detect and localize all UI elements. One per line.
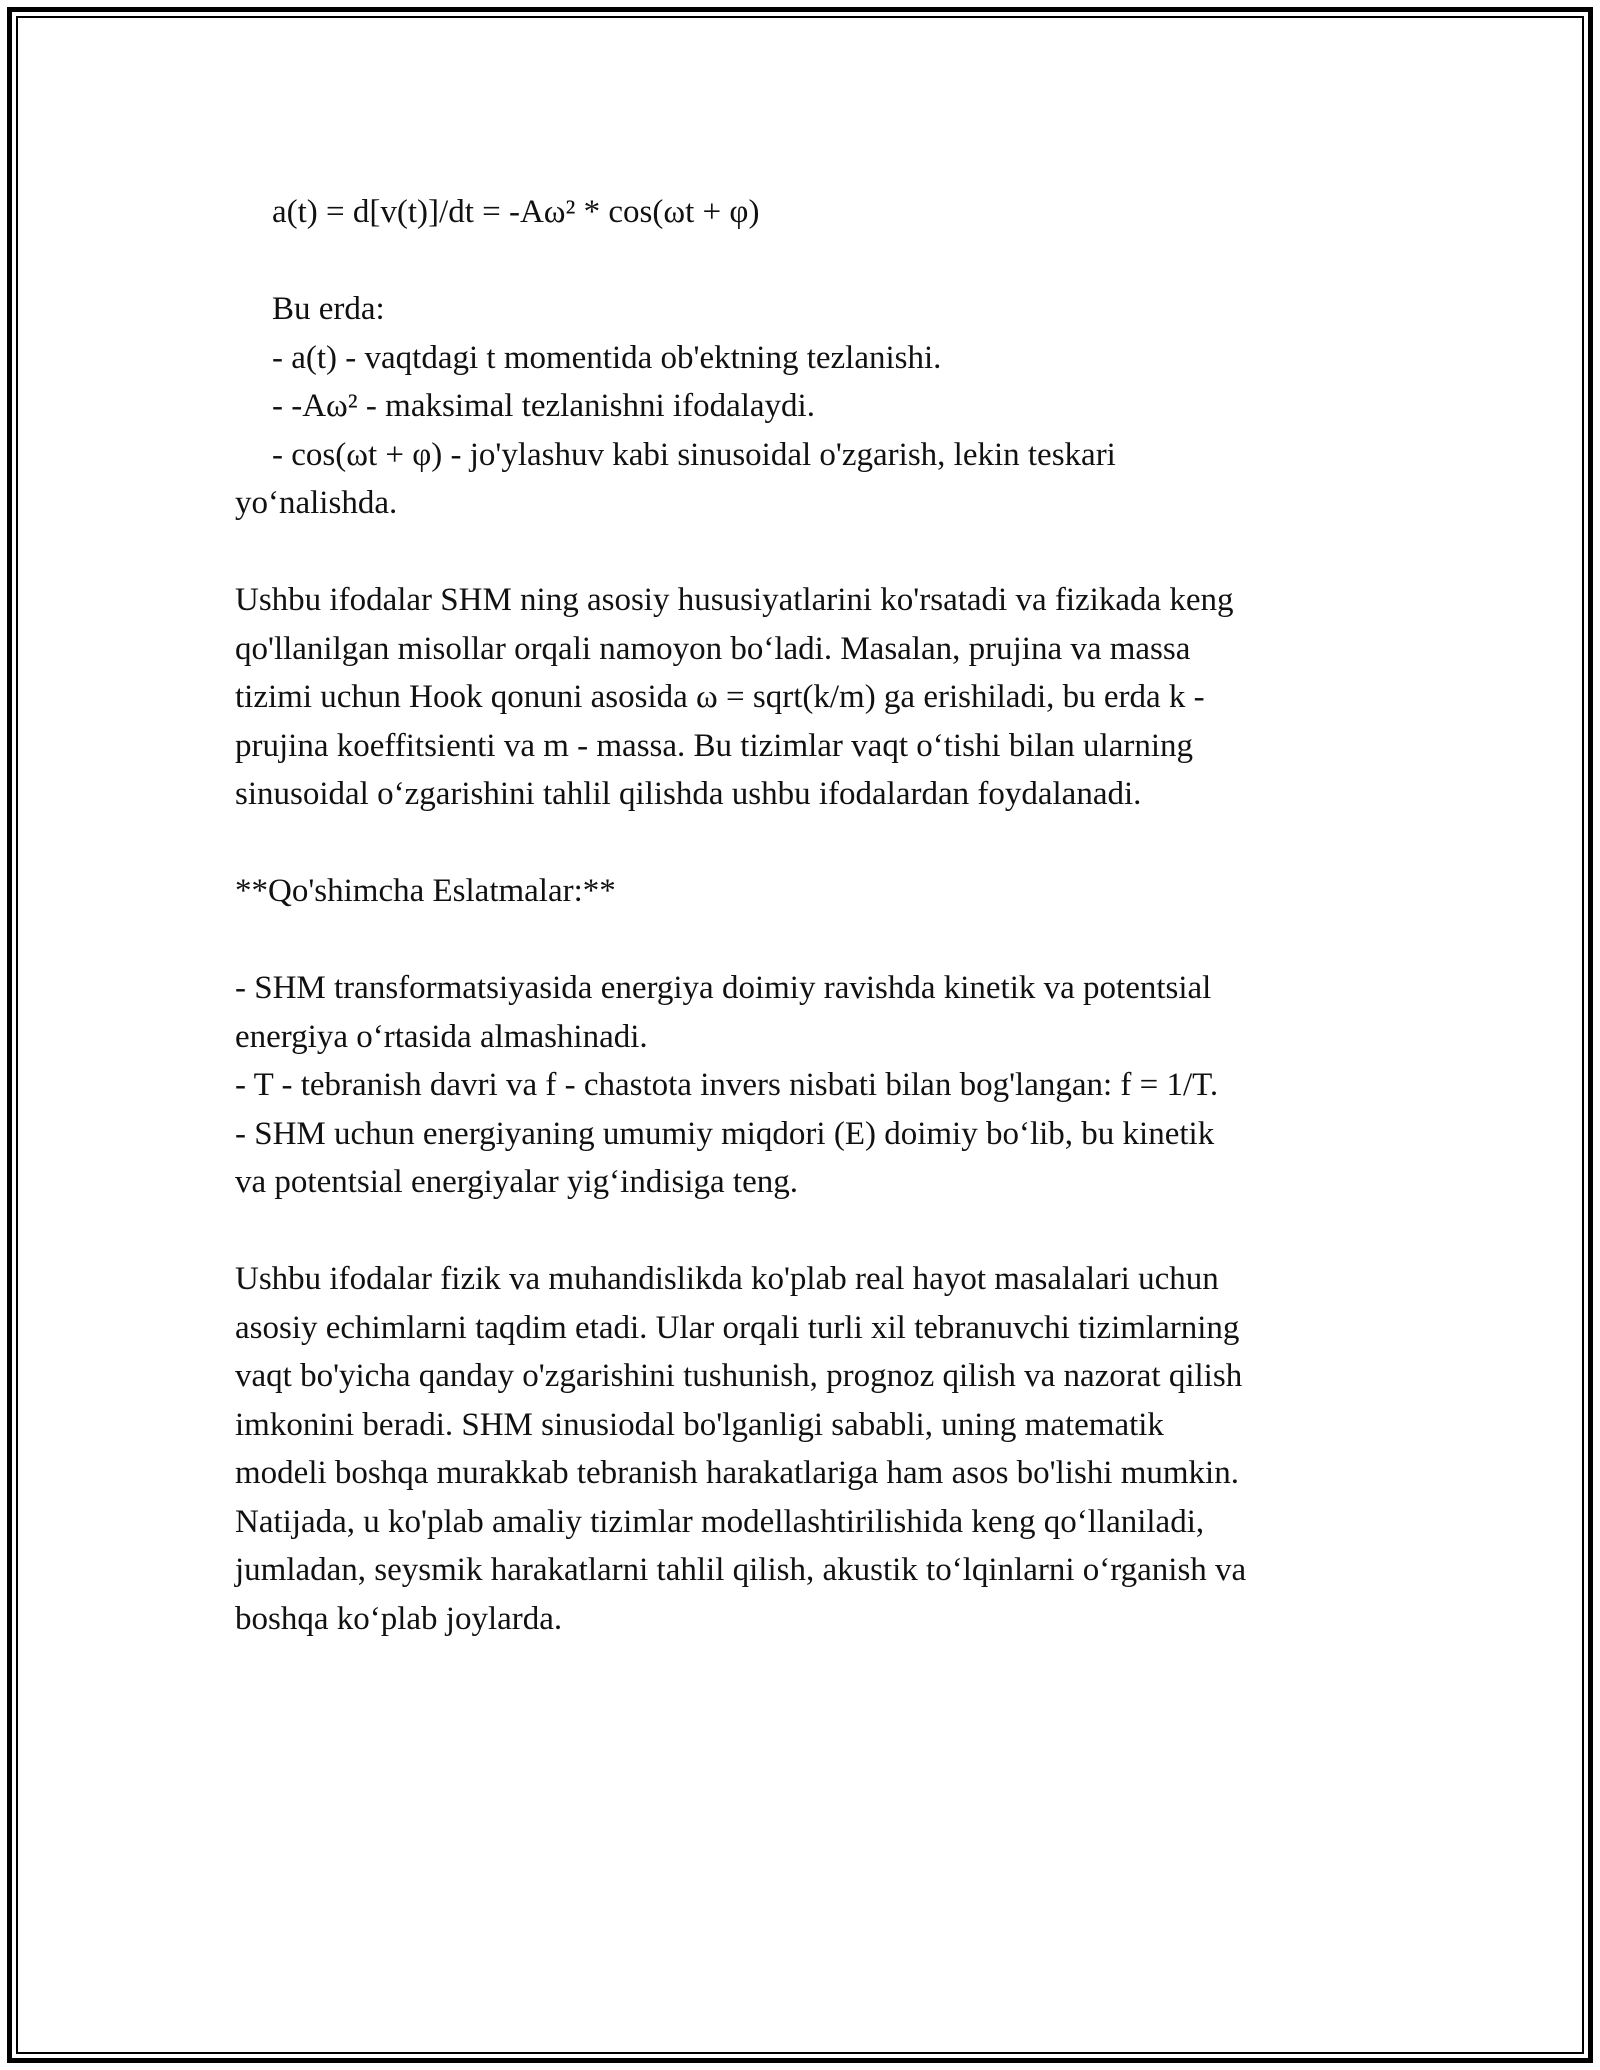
paragraph-applications xyxy=(235,1255,1375,1643)
note-line: energiya o‘rtasida almashinadi. xyxy=(235,1018,648,1055)
paragraph-line: asosiy echimlarni taqdim etadi. Ular orqali turli xil tebranuvchi tizimlarning xyxy=(235,1309,1240,1346)
blank-line xyxy=(235,819,1375,868)
paragraph-line: modeli boshqa murakkab tebranish harakatlariga ham asos bo'lishi mumkin. xyxy=(235,1455,1239,1491)
paragraph-line: sinusoidal o‘zgarishini tahlil qilishda ushbu ifodalardan foydalanadi. xyxy=(235,776,1142,812)
paragraph-line: imkonini beradi. SHM sinusiodal bo'lganligi sababli, uning matematik xyxy=(235,1406,1164,1443)
notes-heading: **Qo'shimcha Eslatmalar:** xyxy=(235,873,616,909)
paragraph-line: jumladan, seysmik harakatlarni tahlil qilish, akustik to‘lqinlarni o‘rganish va xyxy=(235,1552,1247,1588)
notes-list xyxy=(235,964,1375,1207)
paragraph-line: boshqa ko‘plab joylarda. xyxy=(235,1600,563,1637)
where-label: Bu erda: xyxy=(272,291,385,327)
paragraph-line: vaqt bo'yicha qanday o'zgarishini tushunish, prognoz qilish va nazorat qilish xyxy=(235,1358,1243,1394)
acceleration-equation: a(t) = d[v(t)]/dt = -Aω² * cos(ωt + φ) xyxy=(272,194,760,230)
note-line: va potentsial energiyalar yig‘indisiga teng. xyxy=(235,1164,798,1200)
note-line: - SHM transformatsiyasida energiya doimiy ravishda kinetik va potentsial xyxy=(235,970,1212,1006)
blank-line xyxy=(235,528,1375,577)
formula-block xyxy=(235,188,1375,528)
paragraph-line: Ushbu ifodalar SHM ning asosiy hususiyatlarini ko'rsatadi va fizikada keng xyxy=(235,582,1234,618)
definition-item: - a(t) - vaqtdagi t momentida ob'ektning tezlanishi. xyxy=(272,339,942,376)
paragraph-line: Natijada, u ko'plab amaliy tizimlar modellashtirilishida keng qo‘llaniladi, xyxy=(235,1503,1205,1540)
document-body xyxy=(235,188,1375,1643)
paragraph-line: Ushbu ifodalar fizik va muhandislikda ko'plab real hayot masalalari uchun xyxy=(235,1261,1219,1297)
definition-item: - -Aω² - maksimal tezlanishni ifodalaydi. xyxy=(272,388,815,424)
paragraph-line: prujina koeffitsienti va m - massa. Bu tizimlar vaqt o‘tishi bilan ularning xyxy=(235,727,1194,764)
definition-item-continuation: yo‘nalishda. xyxy=(235,485,398,521)
paragraph-shm-properties xyxy=(235,576,1375,819)
blank-line xyxy=(235,916,1375,965)
blank-line xyxy=(235,1207,1375,1256)
note-line: - T - tebranish davri va f - chastota invers nisbati bilan bog'langan: f = 1/T. xyxy=(235,1067,1219,1103)
paragraph-line: qo'llanilgan misollar orqali namoyon bo‘ladi. Masalan, prujina va massa xyxy=(235,630,1191,667)
note-line: - SHM uchun energiyaning umumiy miqdori (E) doimiy bo‘lib, bu kinetik xyxy=(235,1115,1215,1152)
blank-line xyxy=(235,237,1375,286)
definition-item: - cos(ωt + φ) - jo'ylashuv kabi sinusoidal o'zgarish, lekin teskari xyxy=(272,436,1116,473)
paragraph-line: tizimi uchun Hook qonuni asosida ω = sqrt(k/m) ga erishiladi, bu erda k - xyxy=(235,679,1205,715)
